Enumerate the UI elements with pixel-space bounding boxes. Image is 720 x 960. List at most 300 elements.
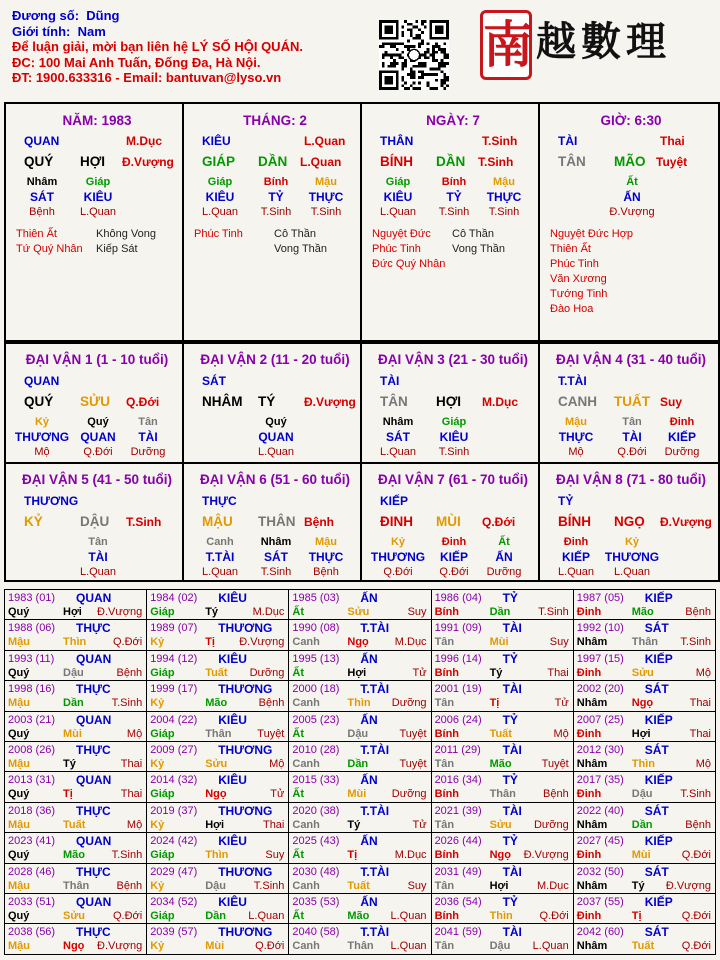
- year-label: 1995 (13): [292, 652, 340, 665]
- year-label: 2001 (19): [434, 683, 482, 696]
- year-cell: [5, 772, 147, 802]
- dai-van-state: T.Sinh: [126, 515, 162, 529]
- hidden-stem: Nhâm: [26, 176, 58, 188]
- year-branch: Sửu: [205, 758, 228, 771]
- year-stem: Đinh: [576, 727, 602, 740]
- hidden-stem: Đinh: [441, 536, 467, 548]
- year-label: 2004 (22): [150, 713, 198, 726]
- hidden-stage: Q.Đới: [83, 446, 113, 458]
- hidden-stage: L.Quan: [201, 206, 239, 218]
- year-god: KIÊU: [218, 834, 247, 849]
- pillar-box: [360, 102, 542, 342]
- year-branch: Mão: [631, 606, 654, 618]
- year-god: KIẾP: [644, 834, 673, 849]
- year-branch: Mão: [63, 849, 85, 862]
- year-stage: Bệnh: [116, 666, 143, 679]
- year-stage: Bệnh: [116, 879, 143, 892]
- pillar-branch: DẦN: [436, 154, 466, 169]
- pillar-ten-god: QUAN: [24, 134, 60, 148]
- year-cell: [5, 590, 147, 620]
- year-stage: Thai: [120, 758, 143, 771]
- dai-van-state: Q.Đới: [126, 395, 160, 409]
- year-god: THỰC: [76, 682, 111, 697]
- dai-van-box: [538, 462, 720, 582]
- year-stem: Ất: [292, 849, 304, 862]
- year-stage: Tử: [554, 697, 569, 710]
- year-god: T.TÀI: [360, 925, 390, 940]
- year-label: 2034 (52): [150, 896, 198, 909]
- pillar-stem: QUÝ: [24, 154, 54, 169]
- year-cell: [573, 894, 715, 924]
- year-stage: Bệnh: [258, 697, 285, 710]
- year-stage: M.Dục: [394, 849, 427, 862]
- year-branch: Dần: [347, 758, 369, 771]
- year-cell: [147, 590, 289, 620]
- year-god: TỶ: [502, 651, 518, 666]
- year-cell: [289, 924, 431, 955]
- year-cell: [289, 590, 431, 620]
- pillar-ten-god: KIÊU: [202, 134, 231, 148]
- table-row: [5, 711, 716, 741]
- year-branch: Mùi: [347, 788, 367, 801]
- year-label: 2000 (18): [292, 683, 340, 696]
- year-stem: Tân: [434, 758, 455, 771]
- hidden-god: TỶ: [268, 190, 284, 204]
- year-label: 2040 (58): [292, 926, 340, 939]
- pillar-title: NĂM: 1983: [62, 113, 132, 128]
- hidden-stem: Giáp: [385, 176, 411, 188]
- hidden-stage: Dưỡng: [486, 566, 522, 578]
- dai-van-title: ĐẠI VẬN 5 (41 - 50 tuổi): [21, 472, 173, 487]
- year-cell: [5, 863, 147, 893]
- year-stage: Thai: [120, 788, 143, 801]
- hidden-god: THỰC: [486, 190, 522, 204]
- year-stage: Đ.Vượng: [523, 849, 569, 862]
- year-god: KIÊU: [218, 651, 247, 666]
- year-stage: M.Dục: [394, 636, 427, 649]
- year-stage: Mộ: [126, 818, 143, 831]
- year-stem: Tân: [434, 636, 455, 649]
- year-label: 2019 (37): [150, 804, 198, 817]
- year-branch: Thân: [347, 940, 374, 953]
- year-cell: [431, 802, 573, 832]
- hidden-stem: Mậu: [565, 416, 587, 428]
- year-stage: Q.Đới: [681, 940, 711, 953]
- year-god: THƯƠNG: [218, 743, 273, 758]
- year-stem: Canh: [292, 636, 320, 649]
- year-god: KIÊU: [218, 712, 247, 727]
- year-label: 2007 (25): [576, 713, 624, 726]
- header-info: [12, 8, 372, 86]
- table-row: [5, 742, 716, 772]
- year-god: THỰC: [76, 864, 111, 879]
- hidden-stage: L.Quan: [257, 446, 295, 458]
- year-cell: [573, 742, 715, 772]
- year-god: TỶ: [502, 712, 518, 727]
- year-stem: Quý: [8, 849, 30, 862]
- dai-van-title: ĐẠI VẬN 8 (71 - 80 tuổi): [555, 472, 707, 487]
- star-bad: Cô Thần: [274, 228, 316, 240]
- year-cell: [573, 681, 715, 711]
- year-stem: Kỷ: [150, 879, 165, 892]
- star-good: Nguyệt Đức Hợp: [550, 228, 634, 240]
- table-row: [5, 894, 716, 924]
- pillar-stem: TÂN: [558, 154, 586, 169]
- hidden-stage: Q.Đới: [617, 446, 647, 458]
- year-branch: Tuất: [63, 818, 86, 831]
- year-stem: Nhâm: [576, 697, 608, 710]
- year-branch: Tý: [489, 666, 503, 679]
- year-god: KIẾP: [644, 895, 673, 910]
- year-stem: Ất: [292, 666, 304, 679]
- year-god: SÁT: [644, 864, 669, 879]
- qr-code-icon: [379, 20, 449, 90]
- year-stem: Bính: [434, 788, 460, 801]
- year-god: QUAN: [76, 834, 112, 849]
- year-god: QUAN: [76, 591, 112, 605]
- hidden-stem: Giáp: [207, 176, 233, 188]
- dai-van-state: Suy: [660, 395, 683, 409]
- year-stem: Đinh: [576, 666, 602, 679]
- year-cell: [431, 742, 573, 772]
- year-cell: [573, 802, 715, 832]
- year-label: 2041 (59): [434, 926, 482, 939]
- year-branch: Dần: [63, 697, 84, 710]
- year-stage: Suy: [265, 849, 285, 862]
- dai-van-title: ĐẠI VẬN 3 (21 - 30 tuổi): [377, 352, 529, 367]
- dai-van-branch: HỢI: [436, 394, 462, 409]
- year-cell: [289, 772, 431, 802]
- hidden-god: T.TÀI: [205, 550, 235, 564]
- year-stage: Tuyệt: [541, 758, 569, 771]
- year-stem: Ất: [292, 606, 304, 618]
- year-god: T.TÀI: [360, 864, 390, 879]
- dai-van-state: M.Dục: [482, 395, 518, 409]
- year-cell: [431, 681, 573, 711]
- year-stem: Bính: [434, 606, 460, 618]
- year-label: 1986 (04): [434, 592, 482, 604]
- year-cell: [289, 650, 431, 680]
- year-label: 1987 (05): [576, 592, 624, 604]
- table-row: [5, 590, 716, 620]
- table-row: [5, 681, 716, 711]
- hidden-stem: Kỷ: [390, 536, 406, 548]
- year-branch: Hợi: [347, 666, 367, 679]
- year-cell: [147, 802, 289, 832]
- hidden-god: QUAN: [80, 430, 116, 444]
- dai-van-stem: TÂN: [380, 394, 408, 409]
- dai-van-box: [182, 342, 364, 464]
- year-god: KIẾP: [644, 591, 673, 605]
- year-branch: Ngọ: [489, 849, 511, 862]
- year-god: THỰC: [76, 803, 111, 818]
- year-stem: Bính: [434, 666, 460, 679]
- year-label: 2008 (26): [8, 744, 56, 757]
- year-stage: Q.Đới: [681, 849, 711, 862]
- dai-van-god: QUAN: [24, 374, 60, 388]
- pillar-ten-god: TÀI: [558, 134, 578, 148]
- year-label: 2021 (39): [434, 804, 482, 817]
- year-label: 2032 (50): [576, 865, 624, 878]
- year-stem: Kỷ: [150, 940, 165, 953]
- year-cell: [289, 833, 431, 863]
- year-stage: Đ.Vượng: [97, 940, 143, 953]
- year-stage: Tuyệt: [399, 727, 427, 740]
- year-cell: [573, 863, 715, 893]
- hidden-god: TÀI: [622, 430, 642, 444]
- year-god: T.TÀI: [360, 682, 390, 697]
- year-branch: Tuất: [347, 879, 370, 892]
- year-branch: Thân: [489, 788, 516, 801]
- year-stage: Thai: [547, 666, 569, 679]
- year-cell: [147, 863, 289, 893]
- year-branch: Dậu: [205, 879, 226, 892]
- year-label: 1983 (01): [8, 592, 56, 604]
- year-stem: Canh: [292, 697, 320, 710]
- year-branch: Tý: [63, 758, 76, 771]
- year-branch: Tý: [205, 606, 219, 618]
- year-stem: Quý: [8, 727, 30, 740]
- year-stem: Giáp: [150, 606, 175, 618]
- year-label: 2038 (56): [8, 926, 56, 939]
- dai-van-stem: KỶ: [24, 514, 43, 529]
- table-row: [5, 924, 716, 955]
- year-god: TÀI: [502, 743, 522, 758]
- year-stem: Nhâm: [576, 818, 608, 831]
- year-branch: Mùi: [489, 636, 509, 649]
- year-stage: Q.Đới: [255, 940, 285, 953]
- dai-van-stem: MẬU: [202, 514, 233, 529]
- year-label: 1999 (17): [150, 683, 198, 696]
- year-god: ẤN: [360, 834, 378, 849]
- year-label: 2017 (35): [576, 774, 624, 787]
- year-stage: Dưỡng: [249, 666, 285, 679]
- year-god: THƯƠNG: [218, 682, 273, 697]
- year-stage: Tử: [412, 666, 427, 679]
- yearly-table: [4, 589, 716, 955]
- year-label: 2005 (23): [292, 713, 340, 726]
- pillar-title: GIỜ: 6:30: [600, 113, 662, 128]
- year-stem: Mậu: [8, 940, 30, 953]
- pillar-branch: MÃO: [614, 154, 646, 169]
- table-row: [5, 650, 716, 680]
- hidden-god: TÀI: [88, 550, 108, 564]
- year-stem: Ất: [292, 788, 304, 801]
- year-stem: Giáp: [150, 849, 175, 862]
- year-branch: Mùi: [205, 940, 225, 953]
- year-cell: [5, 620, 147, 650]
- year-branch: Tị: [631, 910, 642, 923]
- year-stem: Nhâm: [576, 879, 608, 892]
- year-god: THƯƠNG: [218, 621, 273, 636]
- year-label: 2039 (57): [150, 926, 198, 939]
- year-cell: [289, 620, 431, 650]
- year-god: TỶ: [502, 591, 518, 605]
- year-stage: Bệnh: [543, 788, 569, 801]
- year-label: 2027 (45): [576, 835, 624, 848]
- year-stem: Kỷ: [150, 697, 165, 710]
- year-branch: Ngọ: [205, 788, 227, 801]
- year-stage: L.Quan: [390, 940, 427, 953]
- hidden-god: SÁT: [30, 190, 54, 204]
- year-branch: Sửu: [489, 818, 512, 831]
- year-stem: Đinh: [576, 849, 602, 862]
- year-stem: Mậu: [8, 697, 30, 710]
- year-cell: [289, 742, 431, 772]
- hidden-stage: Bệnh: [313, 566, 339, 578]
- year-label: 2031 (49): [434, 865, 482, 878]
- gender-value: Nam: [77, 23, 106, 39]
- year-branch: Tuất: [489, 727, 512, 740]
- year-stem: Đinh: [576, 606, 602, 618]
- year-branch: Sửu: [63, 910, 86, 923]
- year-stem: Bính: [434, 727, 460, 740]
- dai-van-god: TÀI: [380, 374, 400, 388]
- hidden-god: TÀI: [138, 430, 158, 444]
- dai-van-title: ĐẠI VẬN 2 (11 - 20 tuổi): [200, 352, 350, 367]
- hidden-stage: L.Quan: [557, 566, 595, 578]
- year-god: TÀI: [502, 621, 522, 636]
- year-god: SÁT: [644, 743, 669, 758]
- dai-van-box: [360, 462, 542, 582]
- year-stage: Suy: [407, 879, 427, 892]
- hidden-stem: Tân: [88, 536, 108, 548]
- year-cell: [431, 863, 573, 893]
- year-label: 1988 (06): [8, 622, 56, 635]
- year-stage: Mộ: [695, 758, 711, 771]
- year-label: 1994 (12): [150, 652, 198, 665]
- hidden-stem: Tân: [138, 416, 158, 428]
- hidden-stage: Dưỡng: [130, 446, 166, 458]
- year-branch: Sửu: [631, 666, 654, 679]
- year-stage: Mộ: [126, 727, 143, 740]
- year-cell: [289, 681, 431, 711]
- year-god: TÀI: [502, 803, 522, 818]
- year-label: 2016 (34): [434, 774, 482, 787]
- hidden-god: THỰC: [308, 550, 344, 564]
- hidden-god: KIẾP: [439, 550, 469, 564]
- hidden-stem: Bính: [263, 176, 289, 188]
- year-god: ẤN: [360, 651, 378, 666]
- year-cell: [573, 711, 715, 741]
- pillar-state: L.Quan: [300, 155, 342, 169]
- year-label: 2018 (36): [8, 804, 56, 817]
- year-branch: Tị: [63, 788, 73, 801]
- star-good: Thiên Ất: [16, 228, 57, 240]
- hidden-stem: Nhâm: [260, 536, 292, 548]
- year-god: ẤN: [360, 895, 378, 910]
- dai-van-branch: TUẤT: [614, 394, 650, 409]
- star-bad: Kiếp Sát: [96, 243, 138, 255]
- year-god: THỰC: [76, 621, 111, 636]
- dai-van-state: Bệnh: [304, 515, 334, 529]
- hidden-god: KIÊU: [439, 430, 469, 444]
- hidden-god: THƯƠNG: [370, 550, 426, 564]
- year-stage: L.Quan: [390, 910, 427, 923]
- year-stage: Đ.Vượng: [665, 879, 711, 892]
- dai-van-stem: NHÂM: [202, 394, 243, 409]
- dai-van-box: [538, 342, 720, 464]
- year-branch: Ngọ: [347, 636, 369, 649]
- hidden-stem: Đinh: [669, 416, 695, 428]
- dai-van-stem: ĐINH: [380, 514, 413, 529]
- year-label: 2011 (29): [434, 744, 481, 757]
- hidden-stem: Kỷ: [624, 536, 640, 548]
- year-branch: Tị: [205, 636, 215, 649]
- year-stem: Canh: [292, 818, 320, 831]
- year-god: QUAN: [76, 773, 112, 788]
- hidden-stem: Mậu: [493, 176, 515, 188]
- year-label: 1998 (16): [8, 683, 56, 696]
- year-branch: Thìn: [63, 636, 87, 649]
- dai-van-god: THƯƠNG: [24, 494, 79, 508]
- year-branch: Thân: [631, 636, 659, 649]
- hidden-god: THƯƠNG: [604, 550, 660, 564]
- pillar-box: [538, 102, 720, 342]
- hidden-stage: T.Sinh: [310, 206, 342, 218]
- pillar-title: THÁNG: 2: [243, 113, 307, 128]
- logo: [478, 8, 718, 86]
- hidden-god: ẤN: [623, 190, 641, 204]
- year-god: QUAN: [76, 895, 112, 910]
- year-branch: Mùi: [631, 849, 651, 862]
- year-stage: M.Dục: [536, 879, 569, 892]
- star-good: Đức Quý Nhân: [372, 258, 446, 270]
- year-stem: Tân: [434, 818, 455, 831]
- star-good: Tướng Tinh: [550, 288, 608, 300]
- year-cell: [147, 711, 289, 741]
- year-branch: Thìn: [347, 697, 371, 710]
- year-god: TỶ: [502, 834, 518, 849]
- year-stage: Suy: [549, 636, 569, 649]
- year-cell: [573, 772, 715, 802]
- year-stage: Thai: [262, 818, 285, 831]
- owner-name: Dũng: [86, 8, 120, 23]
- year-stage: Dưỡng: [391, 788, 427, 801]
- year-stage: Q.Đới: [539, 910, 569, 923]
- year-god: SÁT: [644, 803, 669, 818]
- year-stage: Dưỡng: [533, 818, 569, 831]
- pillar-state: Tuyệt: [656, 155, 688, 169]
- year-stem: Giáp: [150, 910, 175, 923]
- year-label: 2023 (41): [8, 835, 56, 848]
- hidden-stem: Ất: [498, 536, 510, 548]
- year-cell: [431, 590, 573, 620]
- year-stage: Tuyệt: [399, 758, 427, 771]
- table-row: [5, 620, 716, 650]
- year-god: TỶ: [502, 773, 518, 788]
- year-branch: Ngọ: [631, 697, 654, 710]
- hidden-stage: L.Quan: [79, 206, 117, 218]
- dai-van-box: [4, 342, 186, 464]
- year-stem: Bính: [434, 849, 460, 862]
- year-god: TÀI: [502, 682, 522, 697]
- year-label: 1989 (07): [150, 622, 198, 635]
- year-cell: [289, 711, 431, 741]
- year-stem: Mậu: [8, 758, 30, 771]
- year-stage: M.Dục: [252, 606, 285, 618]
- year-label: 1996 (14): [434, 652, 482, 665]
- year-branch: Dậu: [489, 940, 511, 953]
- year-stage: Đ.Vượng: [97, 606, 143, 618]
- logo-text: 越數理: [536, 18, 671, 65]
- year-branch: Tý: [347, 818, 361, 831]
- dai-van-stem: CANH: [558, 394, 597, 409]
- year-god: THỰC: [76, 925, 111, 940]
- dai-van-title: ĐẠI VẬN 6 (51 - 60 tuổi): [199, 472, 351, 487]
- hidden-stage: Dưỡng: [664, 446, 700, 458]
- year-label: 1984 (02): [150, 592, 198, 604]
